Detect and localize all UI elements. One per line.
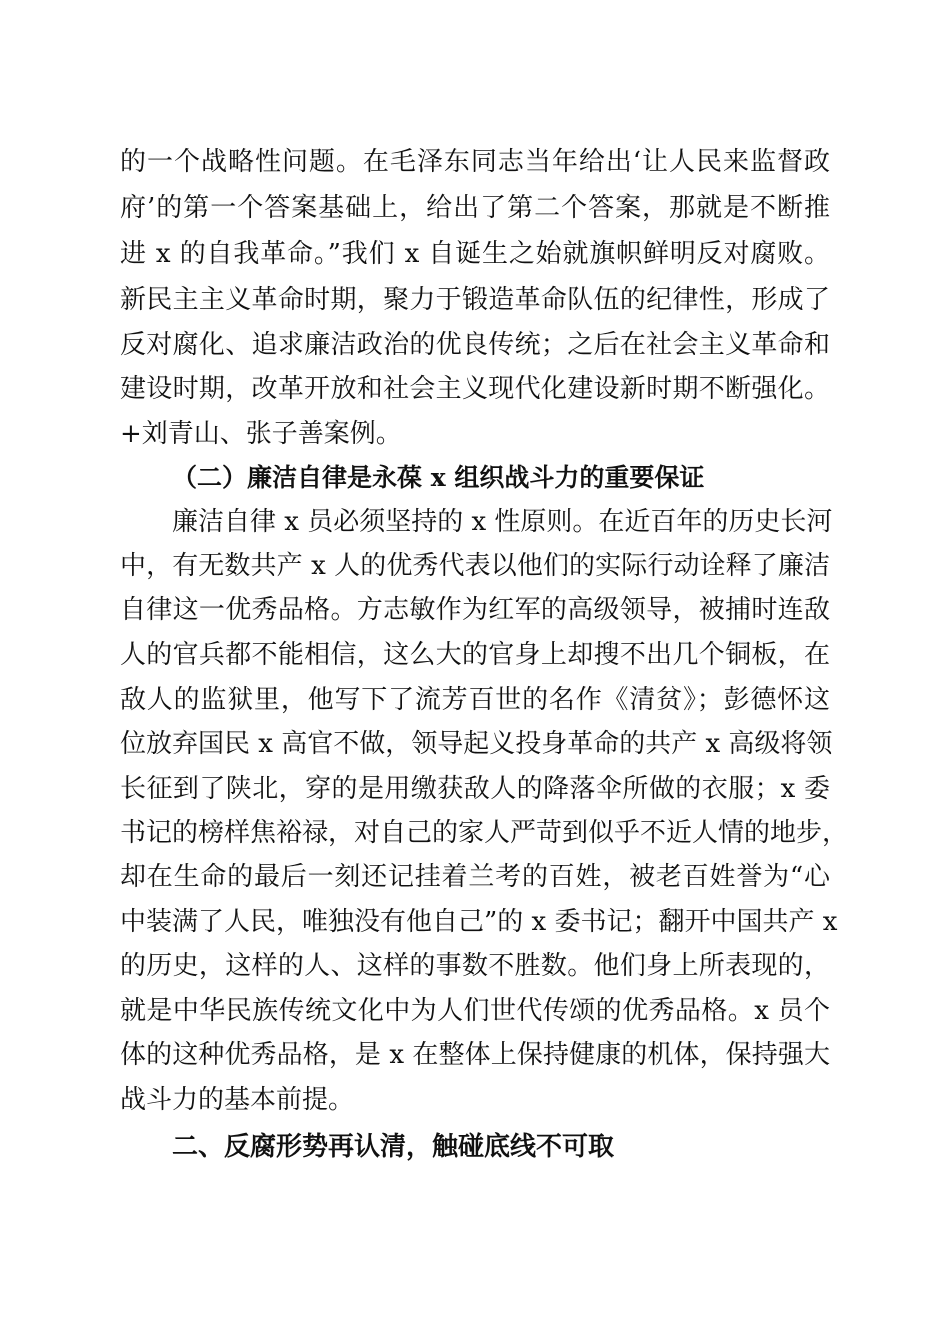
text-line: 新民主主义革命时期，聚力于锻造革命队伍的纪律性，形成了 [120,285,830,315]
section-subheading: （二）廉洁自律是永葆 x 组织战斗力的重要保证 [172,463,705,492]
text-line: 位放弃国民 x 高官不做，领导起义投身革命的共产 x 高级将领 [120,729,833,759]
text-line: 府’的第一个答案基础上，给出了第二个答案，那就是不断推 [120,193,830,223]
text-line: +刘青山、张子善案例。 [120,419,402,449]
section-heading: 二、反腐形势再认清，触碰底线不可取 [172,1132,615,1162]
text-line: 却在生命的最后一刻还记挂着兰考的百姓，被老百姓誉为“心 [120,862,830,892]
text-line: 敌人的监狱里，他写下了流芳百世的名作《清贫》；彭德怀这 [120,685,830,715]
text-line: 中，有无数共产 x 人的优秀代表以他们的实际行动诠释了廉洁 [120,551,830,581]
text-line: 长征到了陕北，穿的是用缴获敌人的降落伞所做的衣服；x 委 [120,774,830,804]
text-line: 体的这种优秀品格，是 x 在整体上保持健康的机体，保持强大 [120,1040,830,1070]
text-line: 人的官兵都不能相信，这么大的官身上却搜不出几个铜板，在 [120,640,830,670]
text-line: 进 x 的自我革命。”我们 x 自诞生之始就旗帜鲜明反对腐败。 [120,239,830,269]
text-line: 反对腐化、追求廉洁政治的优良传统；之后在社会主义革命和 [120,330,830,360]
text-line: 战斗力的基本前提。 [120,1085,355,1115]
text-line: 建设时期，改革开放和社会主义现代化建设新时期不断强化。 [120,374,830,404]
text-line: 的历史，这样的人、这样的事数不胜数。他们身上所表现的， [120,951,830,981]
text-line: 中装满了人民，唯独没有他自己”的 x 委书记；翻开中国共产 x [120,907,838,937]
text-line: 的一个战略性问题。在毛泽东同志当年给出‘让人民来监督政 [120,147,830,177]
text-line: 就是中华民族传统文化中为人们世代传颂的优秀品格。x 员个 [120,996,830,1026]
text-line: 自律这一优秀品格。方志敏作为红军的高级领导，被捕时连敌 [120,595,830,625]
text-line: 书记的榜样焦裕禄，对自己的家人严苛到似乎不近人情的地步， [120,818,849,848]
text-line: 廉洁自律 x 员必须坚持的 x 性原则。在近百年的历史长河 [172,507,833,537]
